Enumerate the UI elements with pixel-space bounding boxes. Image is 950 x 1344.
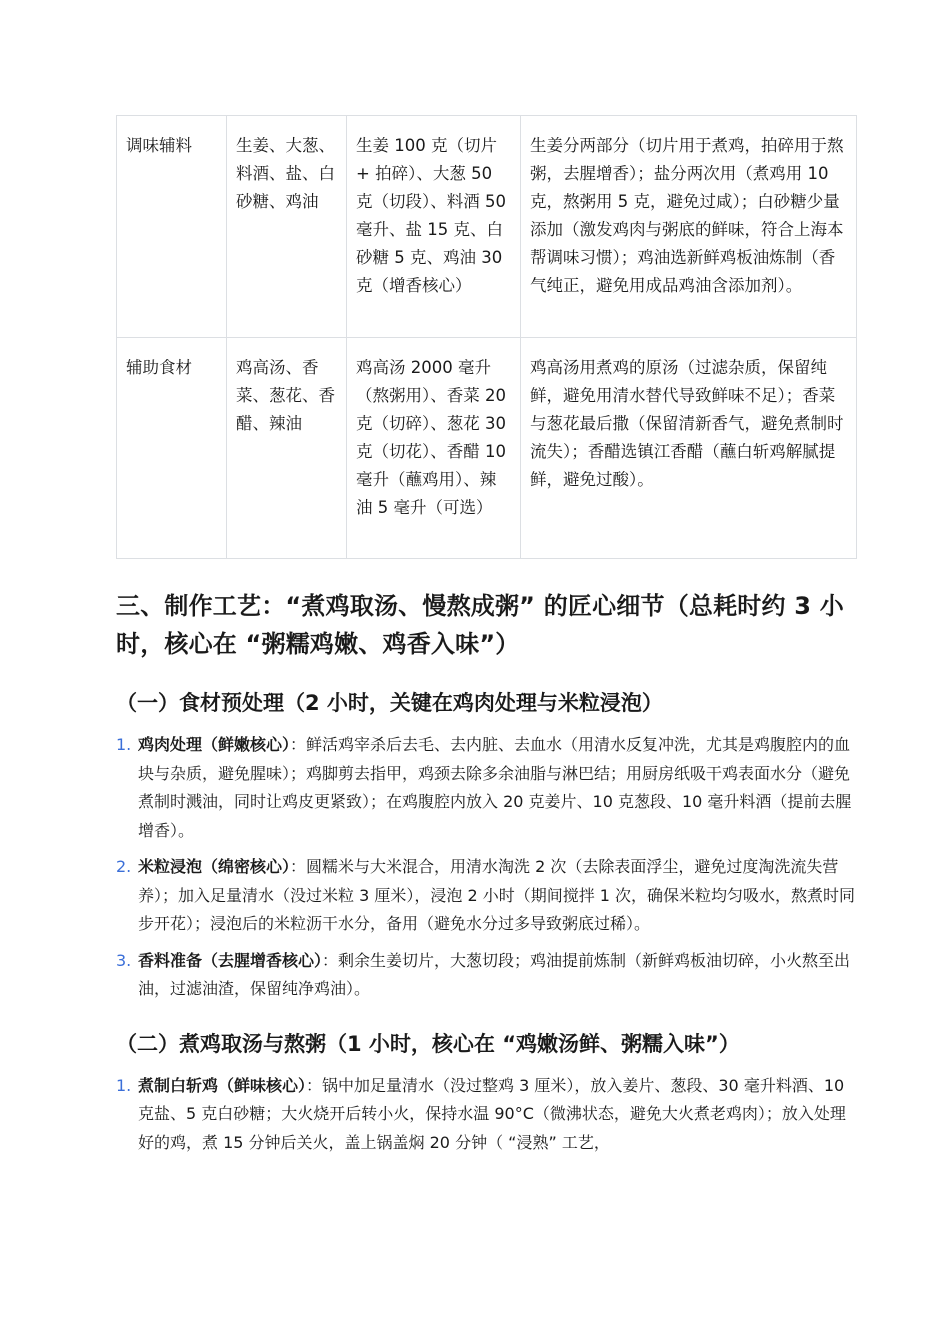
- item-text: ：圆糯米与大米混合，用清水淘洗 2 次（去除表面浮尘，避免过度淘洗流失营养）；加入足量清水（没过米粒 3 厘米），浸泡 2 小时（期间搅拌 1 次，确保米粒均匀吸水，熬煮时同步开花）；浸泡后的米粒沥干水分，备用（避免水分过多导致粥底过稀）。: [138, 857, 856, 933]
- subsection-heading: （二）煮鸡取汤与熬粥（1 小时，核心在 “鸡嫩汤鲜、粥糯入味”）: [116, 1031, 740, 1056]
- table-cell-amount: 生姜 100 克（切片 + 拍碎）、大葱 50 克（切段）、料酒 50 毫升、盐 15 克、白砂糖 5 克、鸡油 30 克（增香核心）: [347, 116, 521, 338]
- list-item: [116, 947, 856, 1004]
- list-number: 3.: [116, 950, 132, 970]
- list-number: 1.: [116, 735, 132, 754]
- table-cell-category: 调味辅料: [117, 116, 227, 338]
- table-cell-amount: 鸡高汤 2000 毫升（熬粥用）、香菜 20 克（切碎）、葱花 30 克（切花）、香醋 10 毫升（蘸鸡用）、辣油 5 毫升（可选）: [347, 338, 521, 559]
- section-heading: 三、制作工艺：“煮鸡取汤、慢熬成粥” 的匠心细节（总耗时约 3 小时，核心在 “粥糯鸡嫩、鸡香入味”）: [116, 592, 844, 658]
- item-text: ：剩余生姜切片，大葱切段；鸡油提前炼制（新鲜鸡板油切碎，小火熬至出油，过滤油渣，保留纯净鸡油）。: [138, 950, 851, 998]
- list-number: 2.: [116, 857, 132, 876]
- table-cell-items: 生姜、大葱、料酒、盐、白砂糖、鸡油: [227, 116, 347, 338]
- item-lead: 煮制白斩鸡（鲜味核心）: [138, 1075, 307, 1095]
- table-cell-category: 辅助食材: [117, 338, 227, 559]
- list-item: [116, 1072, 856, 1158]
- item-lead: 米粒浸泡（绵密核心）: [138, 857, 291, 876]
- table-row: [117, 338, 857, 559]
- item-text: ：锅中加足量清水（没过整鸡 3 厘米），放入姜片、葱段、30 毫升料酒、10 克盐、5 克白砂糖；大火烧开后转小火，保持水温 90°C（微沸状态，避免大火煮老鸡肉）；放入处理好的鸡，煮 15 分钟后关火，盖上锅盖焖 20 分钟（ “浸熟” 工艺，: [138, 1075, 846, 1152]
- table-cell-items: 鸡高汤、香菜、葱花、香醋、辣油: [227, 338, 347, 559]
- item-lead: 香料准备（去腥增香核心）: [138, 950, 323, 970]
- ingredients-table: [116, 115, 857, 559]
- item-lead: 鸡肉处理（鲜嫩核心）: [138, 735, 291, 754]
- table-cell-notes: 鸡高汤用煮鸡的原汤（过滤杂质，保留纯鲜，避免用清水替代导致鲜味不足）；香菜与葱花最后撒（保留清新香气，避免煮制时流失）；香醋选镇江香醋（蘸白斩鸡解腻提鲜，避免过酸）。: [521, 338, 857, 559]
- table-cell-notes: 生姜分两部分（切片用于煮鸡，拍碎用于熬粥，去腥增香）；盐分两次用（煮鸡用 10 克，熬粥用 5 克，避免过咸）；白砂糖少量添加（激发鸡肉与粥底的鲜味，符合上海本帮调味习惯）；鸡油选新鲜鸡板油炼制（香气纯正，避免用成品鸡油含添加剂）。: [521, 116, 857, 338]
- list-item: [116, 731, 856, 845]
- document-page: [116, 115, 856, 1165]
- step-list: [116, 731, 856, 1004]
- item-text: ：鲜活鸡宰杀后去毛、去内脏、去血水（用清水反复冲洗，尤其是鸡腹腔内的血块与杂质，避免腥味）；鸡脚剪去指甲，鸡颈去除多余油脂与淋巴结；用厨房纸吸干鸡表面水分（避免煮制时溅油，同时让鸡皮更紧致）；在鸡腹腔内放入 20 克姜片、10 克葱段、10 毫升料酒（提前去腥增香）。: [138, 735, 852, 840]
- list-number: 1.: [116, 1075, 132, 1095]
- step-list: [116, 1072, 856, 1158]
- list-item: [116, 853, 856, 939]
- subsection-heading: （一）食材预处理（2 小时，关键在鸡肉处理与米粒浸泡）: [116, 691, 663, 715]
- table-row: [117, 116, 857, 338]
